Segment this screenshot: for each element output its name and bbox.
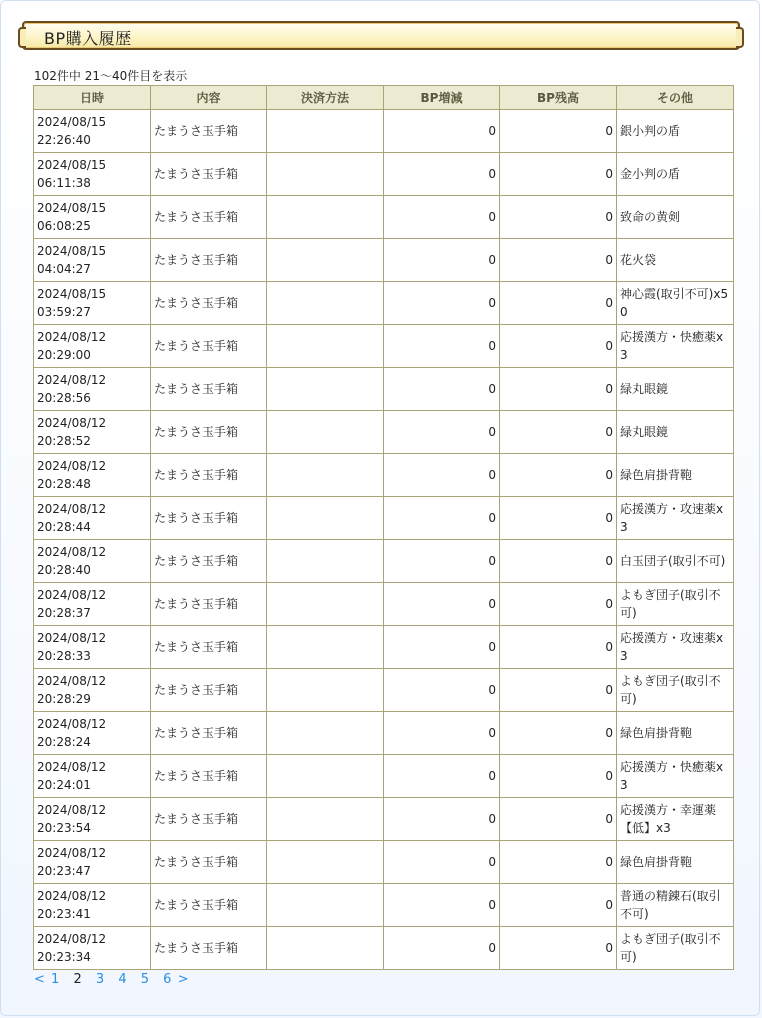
cell-bp-change: 0 [384, 454, 500, 497]
table-row [34, 153, 734, 196]
cell-other: 金小判の盾 [617, 153, 734, 196]
cell-datetime [34, 626, 151, 669]
cell-content: たまうさ玉手箱 [151, 325, 267, 368]
cell-datetime [34, 239, 151, 282]
cell-other: よもぎ団子(取引不可) [617, 927, 734, 970]
table-row [34, 325, 734, 368]
cell-content: たまうさ玉手箱 [151, 583, 267, 626]
cell-bp-change: 0 [384, 325, 500, 368]
cell-other: 花火袋 [617, 239, 734, 282]
cell-payment-method [267, 454, 384, 497]
cell-time: 20:28:24 [37, 735, 91, 749]
table-row [34, 884, 734, 927]
cell-bp-balance: 0 [500, 841, 617, 884]
cell-datetime [34, 884, 151, 927]
cell-bp-balance: 0 [500, 755, 617, 798]
cell-bp-change: 0 [384, 196, 500, 239]
table-row [34, 583, 734, 626]
cell-payment-method [267, 368, 384, 411]
cell-bp-change: 0 [384, 884, 500, 927]
column-header-bp-change: BP増減 [384, 86, 500, 110]
cell-content: たまうさ玉手箱 [151, 841, 267, 884]
cell-time: 22:26:40 [37, 133, 91, 147]
cell-time: 20:23:41 [37, 907, 91, 921]
cell-payment-method [267, 497, 384, 540]
cell-bp-change: 0 [384, 411, 500, 454]
pagination-page-2-current: 2 [73, 972, 82, 987]
table-row [34, 669, 734, 712]
cell-bp-balance: 0 [500, 927, 617, 970]
table-row [34, 239, 734, 282]
cell-payment-method [267, 712, 384, 755]
cell-datetime [34, 110, 151, 153]
cell-other: 銀小判の盾 [617, 110, 734, 153]
cell-bp-change: 0 [384, 497, 500, 540]
table-row [34, 927, 734, 970]
cell-date: 2024/08/12 [37, 674, 107, 688]
cell-payment-method [267, 669, 384, 712]
cell-datetime [34, 325, 151, 368]
cell-payment-method [267, 282, 384, 325]
cell-other: 緑色肩掛背鞄 [617, 712, 734, 755]
cell-payment-method [267, 755, 384, 798]
cell-other: 応援漢方・快癒薬x3 [617, 755, 734, 798]
table-row [34, 497, 734, 540]
cell-content: たまうさ玉手箱 [151, 927, 267, 970]
cell-payment-method [267, 798, 384, 841]
pagination-page-1[interactable]: 1 [51, 972, 60, 987]
cell-datetime [34, 669, 151, 712]
cell-content: たまうさ玉手箱 [151, 239, 267, 282]
cell-datetime [34, 282, 151, 325]
cell-bp-change: 0 [384, 282, 500, 325]
table-row [34, 755, 734, 798]
pagination-page-4[interactable]: 4 [118, 972, 127, 987]
cell-other: 白玉団子(取引不可) [617, 540, 734, 583]
cell-bp-change: 0 [384, 755, 500, 798]
cell-datetime [34, 368, 151, 411]
table-row [34, 712, 734, 755]
cell-other: よもぎ団子(取引不可) [617, 583, 734, 626]
purchase-history-table [33, 85, 734, 970]
cell-datetime [34, 712, 151, 755]
cell-time: 03:59:27 [37, 305, 91, 319]
cell-bp-change: 0 [384, 798, 500, 841]
cell-payment-method [267, 325, 384, 368]
cell-other: 普通の精錬石(取引不可) [617, 884, 734, 927]
cell-content: たまうさ玉手箱 [151, 798, 267, 841]
cell-content: たまうさ玉手箱 [151, 626, 267, 669]
cell-payment-method [267, 110, 384, 153]
pagination-page-5[interactable]: 5 [140, 972, 150, 987]
cell-time: 20:23:47 [37, 864, 91, 878]
cell-bp-balance: 0 [500, 411, 617, 454]
cell-bp-change: 0 [384, 540, 500, 583]
pagination-page-3[interactable]: 3 [95, 972, 105, 987]
cell-bp-change: 0 [384, 368, 500, 411]
cell-date: 2024/08/12 [37, 889, 107, 903]
cell-time: 20:29:00 [37, 348, 91, 362]
cell-payment-method [267, 196, 384, 239]
cell-bp-change: 0 [384, 927, 500, 970]
cell-datetime [34, 497, 151, 540]
cell-time: 20:23:34 [37, 950, 91, 964]
cell-time: 20:28:33 [37, 649, 91, 663]
cell-date: 2024/08/12 [37, 588, 107, 602]
cell-bp-change: 0 [384, 712, 500, 755]
cell-date: 2024/08/15 [37, 158, 107, 172]
cell-bp-change: 0 [384, 583, 500, 626]
cell-time: 20:24:01 [37, 778, 91, 792]
table-header-row [34, 86, 734, 110]
cell-payment-method [267, 884, 384, 927]
cell-content: たまうさ玉手箱 [151, 196, 267, 239]
cell-time: 20:28:40 [37, 563, 91, 577]
cell-bp-balance: 0 [500, 540, 617, 583]
cell-bp-balance: 0 [500, 282, 617, 325]
cell-bp-balance: 0 [500, 884, 617, 927]
result-summary: 102件中 21～40件目を表示 [34, 69, 188, 83]
cell-other: 緑色肩掛背鞄 [617, 841, 734, 884]
cell-content: たまうさ玉手箱 [151, 282, 267, 325]
cell-bp-balance: 0 [500, 196, 617, 239]
cell-datetime [34, 841, 151, 884]
cell-bp-change: 0 [384, 841, 500, 884]
table-row [34, 282, 734, 325]
cell-other: 応援漢方・攻速薬x3 [617, 626, 734, 669]
cell-bp-change: 0 [384, 239, 500, 282]
cell-content: たまうさ玉手箱 [151, 110, 267, 153]
cell-datetime [34, 540, 151, 583]
cell-other: 神心霞(取引不可)x50 [617, 282, 734, 325]
title-bar-right-cap [736, 27, 744, 48]
cell-time: 06:08:25 [37, 219, 91, 233]
cell-other: 致命の黄剣 [617, 196, 734, 239]
cell-datetime [34, 583, 151, 626]
cell-content: たまうさ玉手箱 [151, 884, 267, 927]
cell-payment-method [267, 927, 384, 970]
pagination-page-6[interactable]: 6 [163, 972, 172, 987]
cell-content: たまうさ玉手箱 [151, 755, 267, 798]
page-title-bar [22, 21, 740, 50]
cell-time: 20:28:48 [37, 477, 91, 491]
cell-time: 04:04:27 [37, 262, 91, 276]
cell-content: たまうさ玉手箱 [151, 669, 267, 712]
cell-content: たまうさ玉手箱 [151, 454, 267, 497]
cell-date: 2024/08/12 [37, 459, 107, 473]
cell-payment-method [267, 239, 384, 282]
cell-date: 2024/08/15 [37, 115, 107, 129]
cell-datetime [34, 798, 151, 841]
cell-content: たまうさ玉手箱 [151, 712, 267, 755]
cell-bp-change: 0 [384, 153, 500, 196]
cell-date: 2024/08/12 [37, 330, 107, 344]
cell-datetime [34, 153, 151, 196]
cell-time: 06:11:38 [37, 176, 91, 190]
cell-bp-balance: 0 [500, 454, 617, 497]
table-row [34, 196, 734, 239]
cell-bp-balance: 0 [500, 798, 617, 841]
cell-bp-balance: 0 [500, 497, 617, 540]
cell-bp-balance: 0 [500, 712, 617, 755]
cell-content: たまうさ玉手箱 [151, 368, 267, 411]
cell-payment-method [267, 540, 384, 583]
cell-content: たまうさ玉手箱 [151, 497, 267, 540]
cell-other: 応援漢方・快癒薬x3 [617, 325, 734, 368]
table-row [34, 626, 734, 669]
cell-bp-change: 0 [384, 669, 500, 712]
cell-date: 2024/08/12 [37, 545, 107, 559]
table-row [34, 454, 734, 497]
cell-bp-balance: 0 [500, 626, 617, 669]
cell-time: 20:28:44 [37, 520, 91, 534]
cell-content: たまうさ玉手箱 [151, 540, 267, 583]
cell-other: 緑色肩掛背鞄 [617, 454, 734, 497]
cell-datetime [34, 927, 151, 970]
cell-datetime [34, 454, 151, 497]
cell-date: 2024/08/12 [37, 416, 107, 430]
cell-bp-balance: 0 [500, 368, 617, 411]
cell-bp-balance: 0 [500, 669, 617, 712]
cell-date: 2024/08/12 [37, 502, 107, 516]
cell-other: 応援漢方・攻速薬x3 [617, 497, 734, 540]
table-row [34, 110, 734, 153]
cell-payment-method [267, 583, 384, 626]
cell-time: 20:28:29 [37, 692, 91, 706]
cell-time: 20:28:52 [37, 434, 91, 448]
table-row [34, 841, 734, 884]
cell-bp-balance: 0 [500, 583, 617, 626]
cell-date: 2024/08/12 [37, 760, 107, 774]
cell-content: たまうさ玉手箱 [151, 411, 267, 454]
cell-date: 2024/08/12 [37, 717, 107, 731]
cell-other: 緑丸眼鏡 [617, 411, 734, 454]
cell-date: 2024/08/12 [37, 932, 107, 946]
table-row [34, 368, 734, 411]
table-row [34, 798, 734, 841]
column-header-payment-method: 決済方法 [267, 86, 384, 110]
cell-time: 20:23:54 [37, 821, 91, 835]
cell-content: たまうさ玉手箱 [151, 153, 267, 196]
cell-date: 2024/08/12 [37, 846, 107, 860]
cell-datetime [34, 411, 151, 454]
cell-date: 2024/08/15 [37, 244, 107, 258]
cell-other: 緑丸眼鏡 [617, 368, 734, 411]
cell-date: 2024/08/12 [37, 803, 107, 817]
cell-other: よもぎ団子(取引不可) [617, 669, 734, 712]
cell-date: 2024/08/15 [37, 287, 107, 301]
table-body [34, 110, 734, 970]
column-header-content: 内容 [151, 86, 267, 110]
pagination-prev[interactable]: < [34, 972, 45, 987]
column-header-date: 日時 [34, 86, 151, 110]
cell-bp-balance: 0 [500, 110, 617, 153]
cell-payment-method [267, 626, 384, 669]
cell-date: 2024/08/12 [37, 631, 107, 645]
column-header-bp-balance: BP残高 [500, 86, 617, 110]
title-bar-left-cap [18, 27, 26, 48]
column-header-other: その他 [617, 86, 734, 110]
cell-bp-balance: 0 [500, 239, 617, 282]
pagination-next[interactable]: > [177, 972, 189, 987]
cell-time: 20:28:56 [37, 391, 91, 405]
cell-date: 2024/08/15 [37, 201, 107, 215]
cell-payment-method [267, 153, 384, 196]
cell-bp-balance: 0 [500, 153, 617, 196]
table-row [34, 411, 734, 454]
cell-datetime [34, 196, 151, 239]
cell-datetime [34, 755, 151, 798]
cell-other: 応援漢方・幸運薬【低】x3 [617, 798, 734, 841]
cell-time: 20:28:37 [37, 606, 91, 620]
cell-bp-balance: 0 [500, 325, 617, 368]
cell-bp-change: 0 [384, 110, 500, 153]
cell-date: 2024/08/12 [37, 373, 107, 387]
table-row [34, 540, 734, 583]
cell-payment-method [267, 411, 384, 454]
pagination [34, 972, 190, 987]
page-title: BP購入履歴 [44, 29, 132, 48]
cell-bp-change: 0 [384, 626, 500, 669]
cell-payment-method [267, 841, 384, 884]
